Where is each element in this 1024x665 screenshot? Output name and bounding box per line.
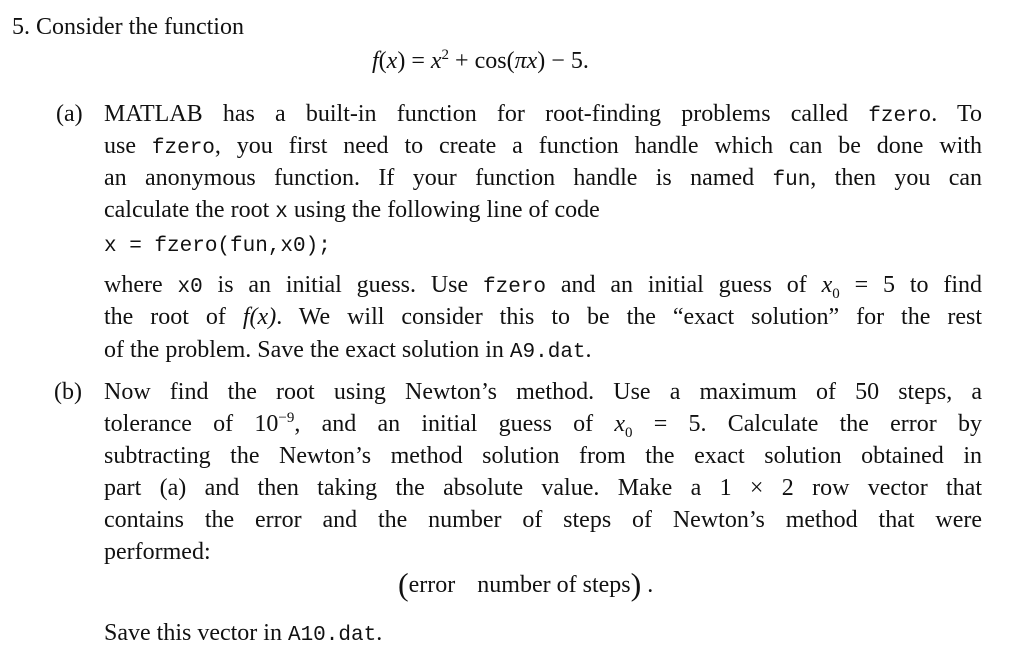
part-a-line-1: MATLAB has a built-in function for root-finding problems called fzero. To	[104, 101, 982, 128]
vector-steps-entry: number of steps	[477, 572, 631, 598]
part-b-line-2: tolerance of $10^{-9}$, and an initial guess of $x_0 = 5$. Calculate the error by	[104, 410, 982, 441]
part-a-line-5: where x0 is an initial guess. Use fzero and an initial guess of $x_0 = 5$ to find	[104, 272, 982, 302]
function-equation: $f(x) = x^2 + \cos(\pi x) - 5$.	[372, 47, 589, 74]
problem-header	[12, 12, 244, 42]
problem-intro: Consider the function	[36, 14, 244, 40]
part-a-line-7: of the problem. Save the exact solution in A9.dat.	[104, 337, 592, 364]
matlab-code-line: x = fzero(fun,x0);	[104, 235, 331, 258]
part-b-line-5: contains the error and the number of steps of Newton’s method that were	[104, 507, 982, 533]
vector-error-entry: error	[408, 572, 456, 598]
part-b-line-6: performed:	[104, 539, 211, 565]
part-a-line-6: the root of f(x). We will consider this to be the “exact solution” for the rest	[104, 304, 982, 330]
part-a-line-3: an anonymous function. If your function handle is named fun, then you can	[104, 165, 983, 192]
part-a-label: (a)	[56, 101, 83, 127]
save-instruction: Save this vector in A10.dat.	[104, 620, 383, 647]
row-vector-display: (error number of steps) .	[398, 566, 654, 602]
part-b-line-1: Now find the root using Newton’s method. Use a maximum of 50 steps, a	[104, 379, 982, 405]
part-b-label: (b)	[54, 379, 82, 405]
part-a-line-4: calculate the root x using the following line of code	[104, 197, 600, 224]
part-a-line-2: use fzero, you first need to create a function handle which can be done with	[104, 133, 982, 160]
part-b-line-4: part (a) and then taking the absolute value. Make a 1 × 2 row vector that	[104, 475, 982, 501]
problem-number: 5.	[12, 14, 30, 40]
part-b-line-3: subtracting the Newton’s method solution from the exact solution obtained in	[104, 443, 982, 469]
